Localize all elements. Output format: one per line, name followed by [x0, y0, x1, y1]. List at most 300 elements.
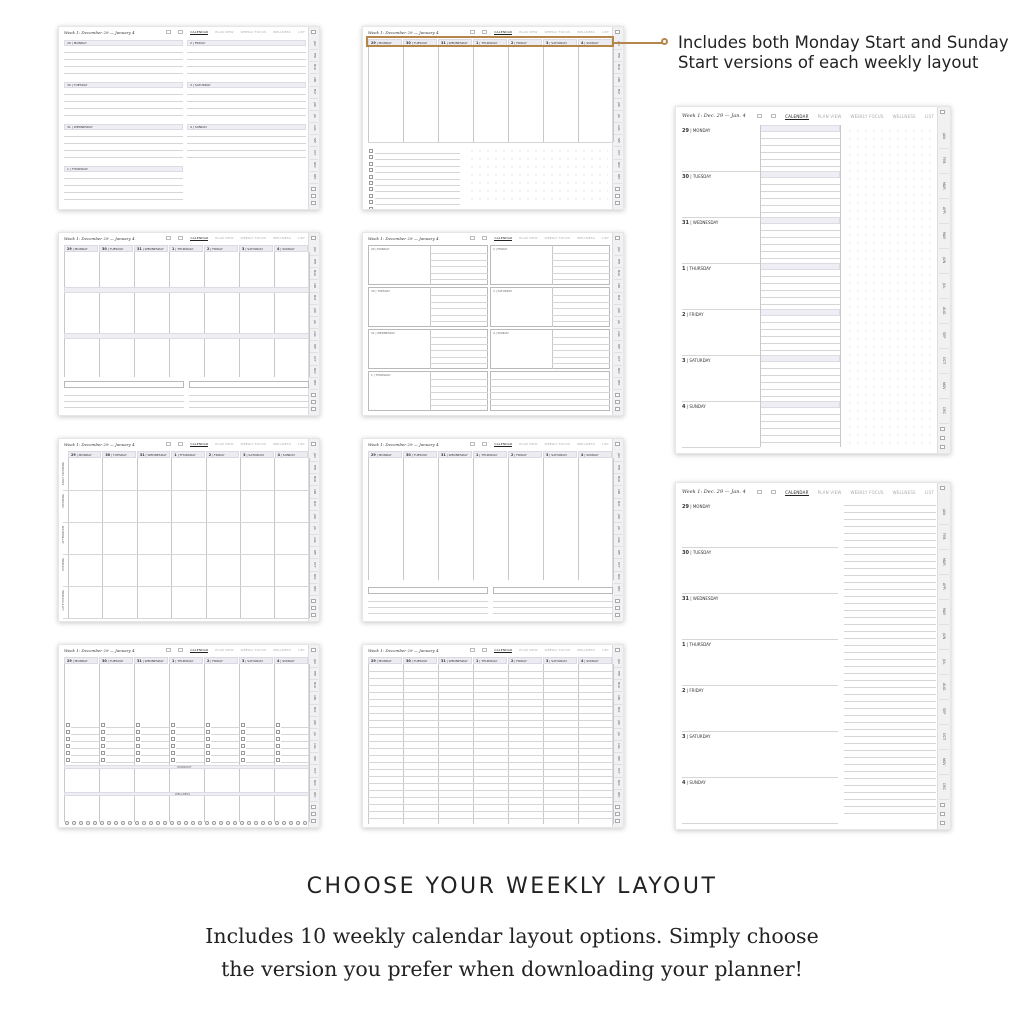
footer-subtitle-line-2: the version you prefer when downloading your planner! [221, 957, 803, 981]
notes-icon [178, 236, 183, 240]
writing-line [844, 715, 936, 716]
checkbox [241, 744, 245, 748]
month-tab-jul[interactable]: JUL [614, 728, 622, 741]
day-header [206, 451, 239, 458]
month-tab-sep[interactable]: SEP [939, 699, 949, 725]
nav-tab-plan-view[interactable]: PLAN VIEW [215, 30, 234, 34]
nav-tab-calendar[interactable]: CALENDAR [494, 236, 513, 240]
month-tab-apr[interactable]: APR [310, 74, 318, 87]
month-tab-feb[interactable]: FEB [310, 255, 318, 268]
month-tab-jan[interactable]: JAN [310, 655, 318, 668]
day-name: | MONDAY [375, 453, 392, 457]
month-tab-nov[interactable]: NOV [614, 777, 622, 790]
month-tab-feb[interactable]: FEB [614, 667, 622, 680]
day-name: | SUNDAY [279, 659, 295, 663]
day-name: | WEDNESDAY [445, 659, 468, 663]
writing-line [844, 694, 936, 695]
tracker-circle [191, 821, 195, 825]
column-divider [309, 664, 310, 822]
month-tab-may[interactable]: MAY [614, 86, 622, 99]
page-header: Week 1: December 29 — January 4 [368, 236, 439, 241]
month-tab-aug[interactable]: AUG [310, 122, 318, 135]
writing-line [64, 395, 184, 396]
month-tab-aug[interactable]: AUG [614, 740, 622, 753]
month-tab-jan[interactable]: JAN [310, 449, 318, 462]
day-number [207, 659, 223, 663]
nav-tab-wellness[interactable]: WELLNESS [892, 114, 916, 119]
nav-tab-plan-view[interactable]: PLAN VIEW [215, 648, 234, 652]
nav-tab-list[interactable]: LIST [297, 30, 305, 34]
month-tab-jul[interactable]: JUL [310, 728, 318, 741]
nav-tab-weekly-focus[interactable]: WEEKLY FOCUS [544, 30, 571, 34]
writing-line [430, 266, 488, 267]
month-tab-aug[interactable]: AUG [939, 674, 949, 700]
hour-line [368, 727, 613, 728]
month-tab-sep[interactable]: SEP [614, 340, 622, 353]
nav-tab-weekly-focus[interactable]: WEEKLY FOCUS [240, 30, 267, 34]
writing-line [844, 785, 936, 786]
writing-line [552, 273, 610, 274]
day-num: 29 [371, 41, 376, 45]
hour-line [368, 776, 613, 777]
day-header [403, 657, 437, 664]
month-tab-mar[interactable]: MAR [939, 549, 949, 575]
month-tab-jun[interactable]: JUN [939, 624, 949, 650]
month-tab-mar[interactable]: MAR [939, 173, 949, 199]
month-tab-may[interactable]: MAY [614, 704, 622, 717]
checklist-line [71, 748, 99, 749]
month-tab-nov[interactable]: NOV [310, 365, 318, 378]
month-tab-apr[interactable]: APR [614, 74, 622, 87]
nav-tab-list[interactable]: LIST [601, 442, 609, 446]
day-num: 30 [102, 247, 107, 251]
day-num: 1 [172, 247, 175, 251]
checkbox [206, 751, 210, 755]
hour-line [368, 706, 613, 707]
month-tab-jun[interactable]: JUN [939, 248, 949, 274]
writing-line [64, 136, 183, 137]
month-tab-oct[interactable]: OCT [310, 559, 318, 572]
nav-tab-calendar[interactable]: CALENDAR [494, 648, 513, 652]
day-name: | SATURDAY [548, 41, 568, 45]
month-tab-mar[interactable]: MAR [310, 473, 318, 486]
column-divider [204, 252, 205, 377]
tool-icon [940, 812, 945, 816]
column-divider [102, 458, 103, 618]
nav-tab-calendar[interactable]: CALENDAR [785, 490, 809, 495]
day-header [171, 451, 204, 458]
month-tab-feb[interactable]: FEB [614, 49, 622, 62]
month-tab-sep[interactable]: SEP [310, 134, 318, 147]
month-tab-may[interactable]: MAY [310, 292, 318, 305]
month-tab-feb[interactable]: FEB [939, 524, 949, 550]
month-tab-nov[interactable]: NOV [939, 749, 949, 775]
nav-tab-list[interactable]: LIST [297, 236, 305, 240]
nav-tab-weekly-focus[interactable]: WEEKLY FOCUS [240, 236, 267, 240]
month-tab-aug[interactable]: AUG [310, 740, 318, 753]
month-tab-may[interactable]: MAY [614, 292, 622, 305]
month-tab-dec[interactable]: DEC [310, 377, 318, 390]
tracker-circle [275, 821, 279, 825]
month-tab-sep[interactable]: SEP [310, 546, 318, 559]
month-tab-dec[interactable]: DEC [939, 398, 949, 424]
day-num: 31 [137, 247, 142, 251]
month-tab-nov[interactable]: NOV [614, 571, 622, 584]
month-tab-mar[interactable]: MAR [614, 61, 622, 74]
nav-tab-plan-view[interactable]: PLAN VIEW [519, 30, 538, 34]
month-tab-apr[interactable]: APR [310, 280, 318, 293]
nav-tab-wellness[interactable]: WELLNESS [273, 236, 291, 240]
month-tab-apr[interactable]: APR [614, 280, 622, 293]
month-tab-jun[interactable]: JUN [310, 304, 318, 317]
nav-tab-weekly-focus[interactable]: WEEKLY FOCUS [850, 114, 884, 119]
month-tab-jul[interactable]: JUL [614, 522, 622, 535]
month-tab-dec[interactable]: DEC [310, 583, 318, 596]
month-tab-may[interactable]: MAY [310, 704, 318, 717]
month-tab-feb[interactable]: FEB [939, 148, 949, 174]
month-tab-feb[interactable]: FEB [614, 255, 622, 268]
month-tab-jun[interactable]: JUN [614, 304, 622, 317]
nav-tab-calendar[interactable]: CALENDAR [785, 114, 809, 119]
day-header [134, 245, 168, 252]
day-header [438, 451, 472, 458]
nav-tab-wellness[interactable]: WELLNESS [273, 648, 291, 652]
month-tabs [937, 483, 950, 829]
nav-tab-weekly-focus[interactable]: WEEKLY FOCUS [240, 442, 267, 446]
month-tab-apr[interactable]: APR [310, 486, 318, 499]
month-tab-jun[interactable]: JUN [614, 716, 622, 729]
day-header-highlight [366, 36, 614, 47]
column-divider [473, 46, 474, 142]
month-tab-oct[interactable]: OCT [614, 559, 622, 572]
month-tab-jun[interactable]: JUN [614, 98, 622, 111]
nav-tab-list[interactable]: LIST [924, 114, 934, 119]
day-label: 29 | MONDAY [371, 247, 390, 251]
checkbox [369, 149, 373, 153]
month-tab-apr[interactable]: APR [614, 486, 622, 499]
todo-line [375, 185, 460, 186]
writing-line [844, 806, 936, 807]
menu-icon [615, 442, 620, 446]
checklist-line [176, 727, 204, 728]
day-name: | TUESDAY [410, 41, 428, 45]
nav-tab-wellness[interactable]: WELLNESS [273, 30, 291, 34]
writing-line [844, 540, 936, 541]
hour-line [368, 790, 613, 791]
tool-icon [615, 812, 620, 816]
month-tab-jul[interactable]: JUL [310, 110, 318, 123]
page-header: Week 1: Dec. 29 — Jan. 4 [682, 489, 746, 495]
nav-tab-wellness[interactable]: WELLNESS [273, 442, 291, 446]
nav-tab-calendar[interactable]: CALENDAR [190, 236, 209, 240]
nav-tab-list[interactable]: LIST [297, 648, 305, 652]
writing-line [430, 357, 488, 358]
writing-line [430, 315, 488, 316]
month-tab-may[interactable]: MAY [939, 599, 949, 625]
month-tab-dec[interactable]: DEC [614, 789, 622, 802]
writing-line [760, 297, 840, 298]
layout-1-two-column [58, 26, 320, 210]
month-tab-oct[interactable]: OCT [614, 353, 622, 366]
tracker-circle [79, 821, 83, 825]
month-tab-mar[interactable]: MAR [614, 679, 622, 692]
writing-line [64, 73, 183, 74]
nav-tab-calendar[interactable]: CALENDAR [190, 30, 209, 34]
day-label: 3 | SATURDAY [190, 83, 211, 87]
month-tab-jun[interactable]: JUN [310, 716, 318, 729]
month-tab-nov[interactable]: NOV [310, 777, 318, 790]
month-tab-nov[interactable]: NOV [310, 159, 318, 172]
day-name: | FRIDAY [209, 659, 223, 663]
month-tab-jun[interactable]: JUN [310, 98, 318, 111]
month-tab-feb[interactable]: FEB [614, 461, 622, 474]
month-tab-apr[interactable]: APR [614, 692, 622, 705]
month-tab-jul[interactable]: JUL [939, 273, 949, 299]
tool-icon [311, 606, 316, 610]
nav-tab-weekly-focus[interactable]: WEEKLY FOCUS [240, 648, 267, 652]
writing-line [64, 199, 183, 200]
checklist-line [106, 755, 134, 756]
day-label [682, 266, 711, 272]
month-tab-jul[interactable]: JUL [310, 316, 318, 329]
month-tab-aug[interactable]: AUG [310, 328, 318, 341]
month-tab-oct[interactable]: OCT [939, 348, 949, 374]
month-tab-sep[interactable]: SEP [310, 340, 318, 353]
day-label [682, 504, 710, 510]
month-tab-jan[interactable]: JAN [939, 499, 949, 525]
day-number [546, 453, 567, 457]
month-tab-dec[interactable]: DEC [939, 774, 949, 800]
month-tab-apr[interactable]: APR [310, 692, 318, 705]
month-tab-feb[interactable]: FEB [310, 49, 318, 62]
day-header [508, 657, 542, 664]
nav-tab-list[interactable]: LIST [601, 30, 609, 34]
month-tab-jan[interactable]: JAN [614, 449, 622, 462]
day-name: | MONDAY [375, 659, 392, 663]
month-tab-may[interactable]: MAY [310, 86, 318, 99]
month-tab-nov[interactable]: NOV [614, 159, 622, 172]
month-tab-oct[interactable]: OCT [310, 147, 318, 160]
checkbox [171, 744, 175, 748]
month-tab-feb[interactable]: FEB [310, 667, 318, 680]
nav-tab-wellness[interactable]: WELLNESS [577, 236, 595, 240]
checkbox [66, 751, 70, 755]
nav-tab-calendar[interactable]: CALENDAR [190, 648, 209, 652]
month-tab-may[interactable]: MAY [614, 498, 622, 511]
day-number [137, 247, 164, 251]
month-tab-jul[interactable]: JUL [310, 522, 318, 535]
writing-line [844, 638, 936, 639]
checkbox [369, 168, 373, 172]
row-divider [63, 554, 309, 555]
day-bar [187, 124, 306, 130]
nav-tab-weekly-focus[interactable]: WEEKLY FOCUS [850, 490, 884, 495]
nav-tab-calendar[interactable]: CALENDAR [190, 442, 209, 446]
checkbox [136, 737, 140, 741]
nav-tab-weekly-focus[interactable]: WEEKLY FOCUS [544, 442, 571, 446]
writing-line [430, 302, 488, 303]
column-divider [403, 458, 404, 580]
checkbox [369, 162, 373, 166]
writing-line [844, 792, 936, 793]
column-divider [438, 458, 439, 580]
month-tab-aug[interactable]: AUG [614, 534, 622, 547]
month-tab-oct[interactable]: OCT [939, 724, 949, 750]
nav-tab-list[interactable]: LIST [601, 236, 609, 240]
month-tab-oct[interactable]: OCT [614, 765, 622, 778]
nav-tab-plan-view[interactable]: PLAN VIEW [519, 442, 538, 446]
month-tab-jan[interactable]: JAN [939, 123, 949, 149]
calendar-icon [757, 490, 762, 494]
month-tab-jan[interactable]: JAN [614, 37, 622, 50]
writing-line [493, 613, 613, 614]
tool-icon [940, 427, 945, 431]
writing-line [760, 329, 840, 330]
month-tab-jul[interactable]: JUL [614, 316, 622, 329]
nav-tab-calendar[interactable]: CALENDAR [494, 30, 513, 34]
month-tab-jan[interactable]: JAN [614, 243, 622, 256]
writing-line [844, 666, 936, 667]
tool-icon [311, 819, 316, 823]
month-tab-jul[interactable]: JUL [939, 649, 949, 675]
writing-line [490, 405, 610, 406]
day-num: 31 [139, 453, 145, 457]
month-tab-dec[interactable]: DEC [310, 789, 318, 802]
nav-tab-weekly-focus[interactable]: WEEKLY FOCUS [544, 648, 571, 652]
month-tab-sep[interactable]: SEP [614, 546, 622, 559]
month-tab-nov[interactable]: NOV [614, 365, 622, 378]
day-bar [760, 401, 840, 408]
month-tab-mar[interactable]: MAR [614, 267, 622, 280]
notes-icon [178, 648, 183, 652]
nav-tab-plan-view[interactable]: PLAN VIEW [519, 648, 538, 652]
hour-line [368, 748, 613, 749]
day-num: 29 [71, 453, 76, 457]
nav-tab-wellness[interactable]: WELLNESS [577, 30, 595, 34]
nav-tab-plan-view[interactable]: PLAN VIEW [519, 236, 538, 240]
month-tab-sep[interactable]: SEP [614, 134, 622, 147]
column-divider [508, 458, 509, 580]
day-name: | SUNDAY [685, 780, 706, 785]
day-number [67, 659, 88, 663]
month-tab-may[interactable]: MAY [939, 223, 949, 249]
month-tab-jan[interactable]: JAN [310, 37, 318, 50]
month-tabs [308, 27, 319, 209]
day-label: 3 | SATURDAY [493, 289, 513, 293]
month-tab-may[interactable]: MAY [310, 498, 318, 511]
month-tab-dec[interactable]: DEC [614, 171, 622, 184]
nav-tab-weekly-focus[interactable]: WEEKLY FOCUS [544, 236, 571, 240]
month-tab-mar[interactable]: MAR [310, 61, 318, 74]
month-tab-aug[interactable]: AUG [614, 122, 622, 135]
row-divider [63, 618, 309, 619]
writing-line [844, 778, 936, 779]
writing-line [430, 350, 488, 351]
month-tab-oct[interactable]: OCT [310, 765, 318, 778]
nav-tab-list[interactable]: LIST [297, 442, 305, 446]
tracker-circle [156, 821, 160, 825]
nav-tab-wellness[interactable]: WELLNESS [577, 442, 595, 446]
nav-tab-plan-view[interactable]: PLAN VIEW [817, 114, 842, 119]
menu-icon [311, 442, 316, 446]
day-num: 4 [682, 780, 686, 786]
todo-line [375, 172, 460, 173]
day-label [682, 596, 718, 602]
nav-tab-wellness[interactable]: WELLNESS [892, 490, 916, 495]
page-nav [470, 648, 609, 653]
month-tab-mar[interactable]: MAR [310, 679, 318, 692]
month-tab-sep[interactable]: SEP [310, 752, 318, 765]
month-tab-apr[interactable]: APR [939, 198, 949, 224]
month-tab-aug[interactable]: AUG [614, 328, 622, 341]
nav-tab-plan-view[interactable]: PLAN VIEW [215, 442, 234, 446]
day-bar [64, 40, 183, 46]
day-name: | SATURDAY [244, 247, 264, 251]
month-tab-jan[interactable]: JAN [310, 243, 318, 256]
month-tab-jun[interactable]: JUN [310, 510, 318, 523]
column-divider [171, 458, 172, 618]
month-tab-oct[interactable]: OCT [310, 353, 318, 366]
day-name: | TUESDAY [410, 453, 428, 457]
todo-line [375, 179, 460, 180]
month-tab-jul[interactable]: JUL [614, 110, 622, 123]
day-header [134, 657, 168, 664]
day-num: 3 [546, 41, 549, 45]
day-name: | THURSDAY [478, 659, 498, 663]
day-divider [682, 593, 838, 594]
month-tab-oct[interactable]: OCT [614, 147, 622, 160]
tool-icon [940, 803, 945, 807]
nav-tab-list[interactable]: LIST [924, 490, 934, 495]
writing-line [844, 533, 936, 534]
month-tab-aug[interactable]: AUG [939, 298, 949, 324]
column-divider [473, 458, 474, 580]
month-tab-dec[interactable]: DEC [614, 377, 622, 390]
writing-line [552, 315, 610, 316]
nav-tab-list[interactable]: LIST [601, 648, 609, 652]
day-name: | TUESDAY [106, 247, 124, 251]
month-tab-sep[interactable]: SEP [939, 323, 949, 349]
calendar-icon [470, 648, 475, 652]
month-tab-dec[interactable]: DEC [614, 583, 622, 596]
tracker-circle [212, 821, 216, 825]
month-tab-jun[interactable]: JUN [614, 510, 622, 523]
month-tab-aug[interactable]: AUG [310, 534, 318, 547]
nav-tab-plan-view[interactable]: PLAN VIEW [817, 490, 842, 495]
month-tab-mar[interactable]: MAR [310, 267, 318, 280]
nav-tab-plan-view[interactable]: PLAN VIEW [215, 236, 234, 240]
tracker-circle [142, 821, 146, 825]
nav-tab-wellness[interactable]: WELLNESS [577, 648, 595, 652]
calendar-icon [166, 236, 171, 240]
hour-line [368, 699, 613, 700]
month-tab-feb[interactable]: FEB [310, 461, 318, 474]
writing-line [844, 582, 936, 583]
day-header [473, 451, 507, 458]
day-num: 2 [511, 453, 514, 457]
time-block-label: LATE EVENING [61, 590, 65, 611]
month-tab-nov[interactable]: NOV [310, 571, 318, 584]
month-tab-jan[interactable]: JAN [614, 655, 622, 668]
month-tab-apr[interactable]: APR [939, 574, 949, 600]
month-tab-nov[interactable]: NOV [939, 373, 949, 399]
month-tab-dec[interactable]: DEC [310, 171, 318, 184]
writing-line [64, 178, 183, 179]
month-tab-mar[interactable]: MAR [614, 473, 622, 486]
writing-line [844, 743, 936, 744]
month-tab-sep[interactable]: SEP [614, 752, 622, 765]
nav-tab-calendar[interactable]: CALENDAR [494, 442, 513, 446]
